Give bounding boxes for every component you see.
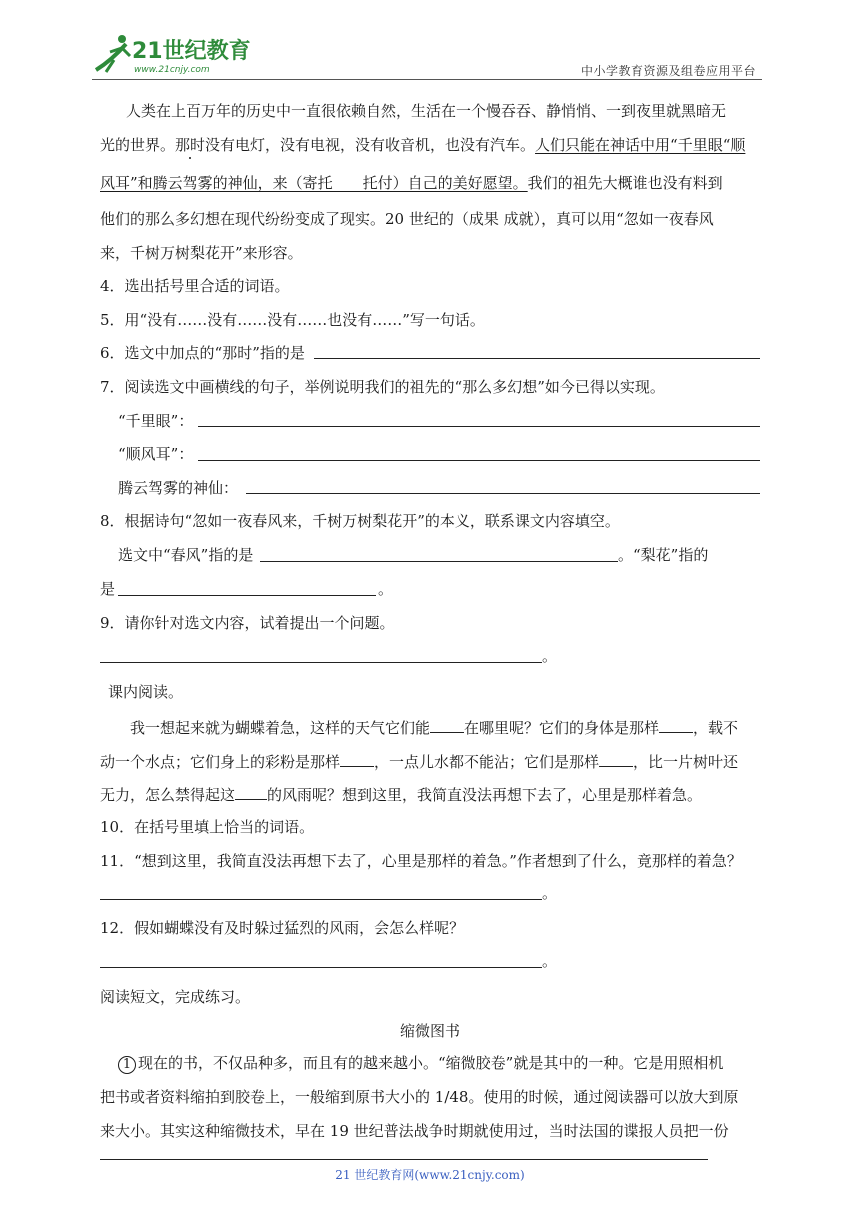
- fill-blank-2[interactable]: [659, 716, 693, 733]
- answer-line-q7a[interactable]: [198, 426, 760, 427]
- answer-line-q8a[interactable]: [260, 561, 618, 562]
- question-8: 8．根据诗句“忽如一夜春风来，千树万树梨花开”的本义，联系课文内容填空。: [100, 512, 620, 530]
- passage-text: ，载不: [693, 719, 739, 737]
- article-title: 缩微图书: [399, 1022, 460, 1040]
- fill-blank-3[interactable]: [340, 750, 374, 767]
- article-line-3: 来大小。其实这种缩微技术，早在 19 世纪普法战争时期就使用过，当时法国的谍报人员把一份: [100, 1122, 729, 1140]
- header-tagline: 中小学教育资源及组卷应用平台: [580, 64, 756, 78]
- q7-shunfenger-label: “顺风耳”：: [118, 445, 194, 463]
- paragraph-number-badge: 1: [118, 1056, 136, 1074]
- passage-text: 在哪里呢？它们的身体是那样: [464, 719, 660, 737]
- q8-end-mark: 。: [378, 580, 394, 598]
- question-6: 6．选文中加点的“那时”指的是: [100, 344, 305, 362]
- passage-line-1: 人类在上百万年的历史中一直很依赖自然，生活在一个慢吞吞、静悄悄、一到夜里就黑暗无: [126, 102, 727, 120]
- page-header: [92, 30, 762, 82]
- section-2-line-1: [130, 716, 738, 738]
- passage-text: 我一想起来就为蝴蝶着急，这样的天气它们能: [130, 719, 431, 737]
- fill-blank-5[interactable]: [235, 783, 267, 800]
- answer-line-q12[interactable]: [100, 967, 542, 968]
- header-divider: [92, 79, 762, 80]
- article-line-2: 把书或者资料缩拍到胶卷上，一般缩到原书大小的 1/48。使用的时候，通过阅读器可以放大到原: [100, 1088, 739, 1106]
- q8-lihua-label: 。“梨花”指的: [618, 546, 709, 564]
- underlined-sentence: 人们只能在神话中用“千里眼“顺: [535, 136, 746, 154]
- q11-end-mark: 。: [542, 884, 558, 902]
- passage-line-4: 他们的那么多幻想在现代纷纷变成了现实。20 世纪的（成果 成就），真可以用“忽如一夜春风: [100, 210, 714, 228]
- footer-link[interactable]: 21 世纪教育网(www.21cnjy.com): [335, 1168, 525, 1182]
- footer-divider: [100, 1159, 708, 1160]
- passage-line-3: [100, 173, 723, 193]
- passage-text: 现在的书，不仅品种多，而且有的越来越小。“缩微胶卷”就是其中的一种。它是用照相机: [138, 1054, 724, 1072]
- runner-logo-icon: [92, 30, 262, 78]
- passage-text: 动一个水点；它们身上的彩粉是那样: [100, 753, 341, 771]
- passage-line-2: [100, 135, 745, 155]
- q12-end-mark: 。: [542, 952, 558, 970]
- question-11: 11．“想到这里，我简直没法再想下去了，心里是那样的着急。”作者想到了什么，竟那样的着急？: [100, 852, 742, 870]
- question-12: 12．假如蝴蝶没有及时躲过猛烈的风雨，会怎么样呢？: [100, 919, 465, 937]
- site-logo[interactable]: [92, 30, 262, 78]
- section-2-line-2: [100, 750, 738, 772]
- q9-end-mark: 。: [542, 647, 558, 665]
- passage-text: 无力，怎么禁得起这: [100, 786, 236, 804]
- section-2-line-3: [100, 783, 702, 805]
- question-4: 4．选出括号里合适的词语。: [100, 277, 290, 295]
- fill-blank-4[interactable]: [599, 750, 633, 767]
- emphasized-nashi: 那时: [175, 136, 206, 154]
- question-5: 5．用“没有……没有……没有……也没有……”写一句话。: [100, 311, 485, 329]
- fill-blank-1[interactable]: [430, 716, 464, 733]
- section-3-intro: 阅读短文，完成练习。: [100, 988, 251, 1006]
- section-2-title: 课内阅读。: [108, 683, 184, 701]
- q7-shenxian-label: 腾云驾雾的神仙：: [118, 479, 239, 497]
- logo-url: www.21cnjy.com: [134, 65, 210, 75]
- q8-chunfeng-label: 选文中“春风”指的是: [118, 546, 254, 564]
- question-7: 7．阅读选文中画横线的句子，举例说明我们的祖先的“那么多幻想”如今已得以实现。: [100, 378, 665, 396]
- answer-line-q8b[interactable]: [118, 595, 376, 596]
- q8-shi: 是: [100, 580, 116, 598]
- answer-line-q6[interactable]: [314, 358, 760, 359]
- passage-text: 光的世界。: [100, 136, 176, 154]
- answer-line-q7c[interactable]: [246, 493, 760, 494]
- question-9: 9．请你针对选文内容，试着提出一个问题。: [100, 614, 395, 632]
- q7-qianliyan-label: “千里眼”：: [118, 412, 194, 430]
- answer-line-q9[interactable]: [100, 662, 542, 663]
- logo-text: 21世纪教育: [132, 39, 251, 64]
- passage-text: ，比一片树叶还: [633, 753, 739, 771]
- passage-text: 没有电灯，没有电视，没有收音机，也没有汽车。: [205, 136, 536, 154]
- passage-line-5: 来，千树万树梨花开”来形容。: [100, 244, 303, 262]
- answer-line-q7b[interactable]: [198, 460, 760, 461]
- question-10: 10．在括号里填上恰当的词语。: [100, 818, 315, 836]
- passage-text: ，一点儿水都不能沾；它们是那样: [374, 753, 600, 771]
- passage-text: 的风雨呢？想到这里，我简直没法再想下去了，心里是那样着急。: [267, 786, 703, 804]
- answer-line-q11[interactable]: [100, 899, 542, 900]
- passage-text: 我们的祖先大概谁也没有料到: [527, 174, 723, 192]
- article-line-1: [118, 1053, 723, 1074]
- underlined-sentence-cont: 风耳”和腾云驾雾的神仙，来（寄托 托付）自己的美好愿望。: [100, 174, 528, 192]
